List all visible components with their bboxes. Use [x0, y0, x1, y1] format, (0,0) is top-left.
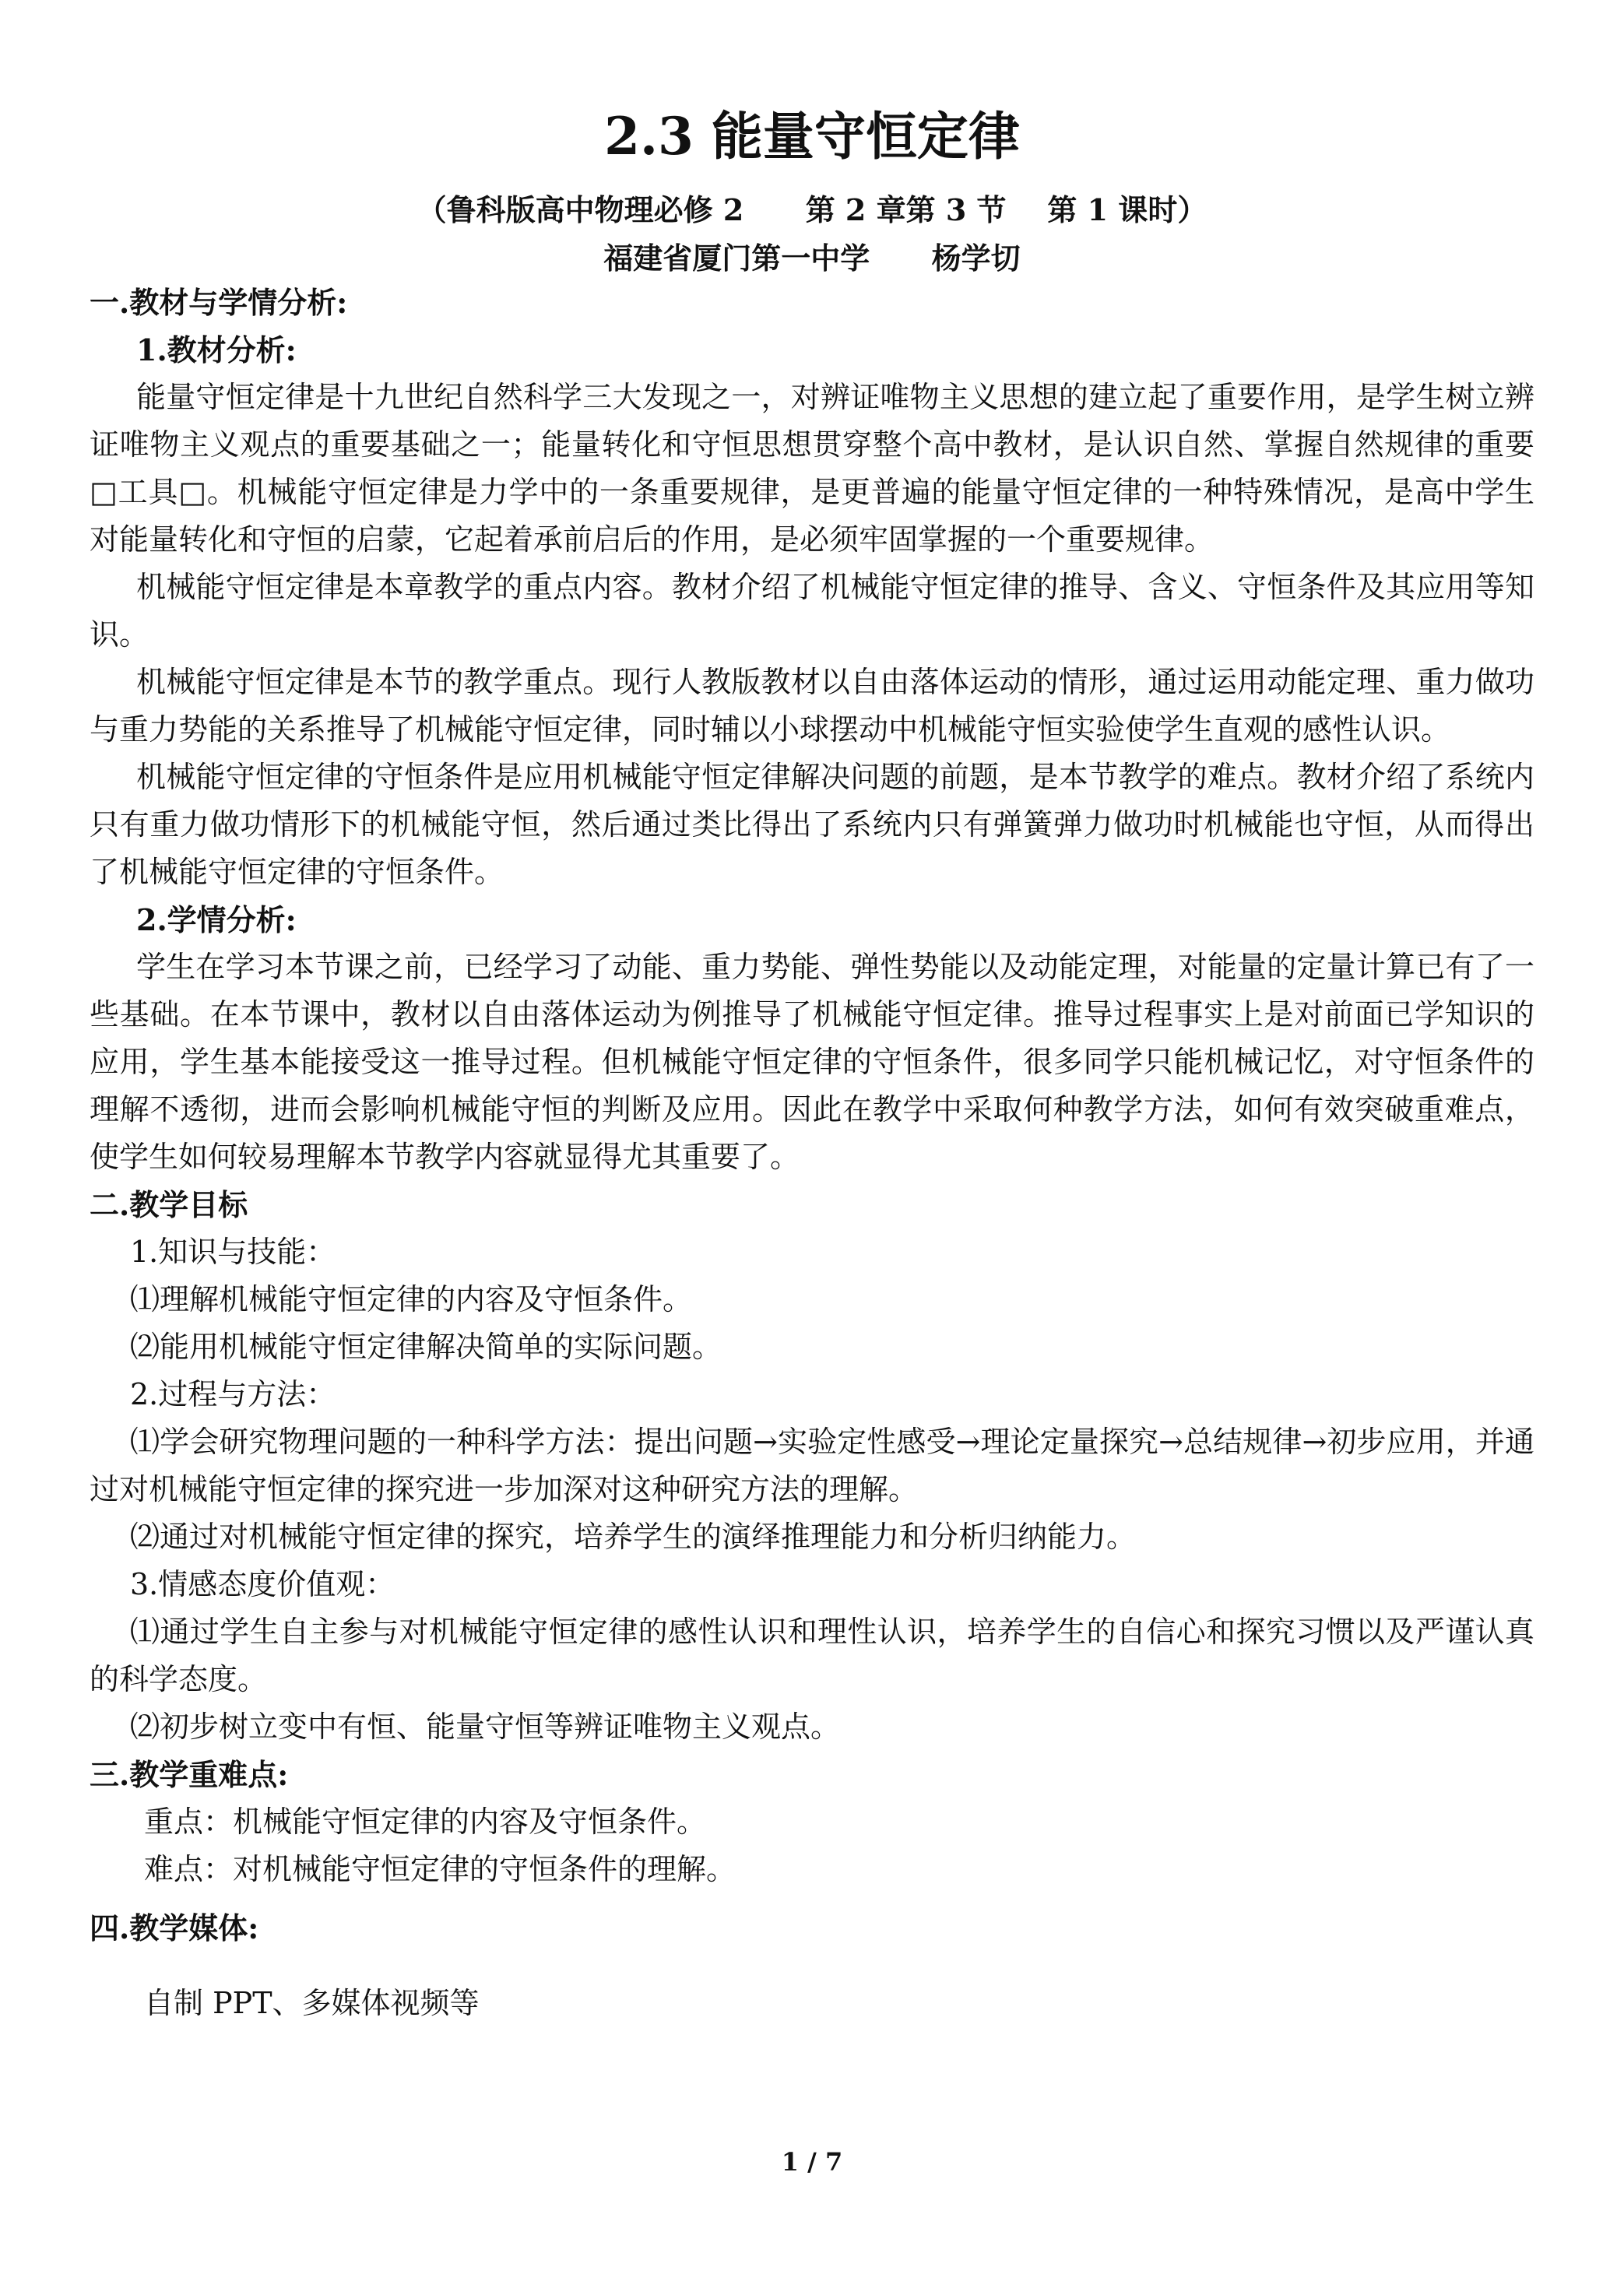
section-heading-media: 四.教学媒体:: [90, 1910, 259, 1945]
objective-item: ⑵能用机械能守恒定律解决简单的实际问题。: [130, 1330, 722, 1364]
subsection-heading-student: 2.学情分析:: [136, 902, 297, 937]
objective-item: ⑵初步树立变中有恒、能量守恒等辨证唯物主义观点。: [130, 1710, 841, 1744]
objective-group-heading: 3.情感态度价值观：: [130, 1567, 395, 1601]
section-heading-key-points: 三.教学重难点:: [90, 1757, 289, 1792]
paragraph: 机械能守恒定律是本节的教学重点。现行人教版教材以自由落体运动的情形，通过运用动能定理、重力做功与重力势能的关系推导了机械能守恒定律，同时辅以小球摆动中机械能守恒实验使学生直观的感性认识。: [90, 665, 1534, 747]
paragraph: 机械能守恒定律是本章教学的重点内容。教材介绍了机械能守恒定律的推导、含义、守恒条件及其应用等知识。: [90, 570, 1534, 652]
page-number: 1 / 7: [781, 2147, 843, 2177]
document-title: 2.3 能量守恒定律: [604, 106, 1020, 167]
objective-item: ⑵通过对机械能守恒定律的探究，培养学生的演绎推理能力和分析归纳能力。: [130, 1520, 1137, 1554]
paragraph: 机械能守恒定律的守恒条件是应用机械能守恒定律解决问题的前题，是本节教学的难点。教材介绍了系统内只有重力做功情形下的机械能守恒，然后通过类比得出了系统内只有弹簧弹力做功时机械能也守恒，从而得出了机械能守恒定律的守恒条件。: [90, 760, 1534, 889]
difficult-point: 难点：对机械能守恒定律的守恒条件的理解。: [144, 1852, 736, 1886]
objective-item: ⑴理解机械能守恒定律的内容及守恒条件。: [130, 1282, 693, 1316]
media-text: 自制 PPT、多媒体视频等: [144, 1986, 480, 2020]
document-subtitle: （鲁科版高中物理必修 2 第 2 章第 3 节 第 1 课时）: [417, 192, 1207, 227]
objective-item: ⑴通过学生自主参与对机械能守恒定律的感性认识和理性认识，培养学生的自信心和探究习惯以及严谨认真的科学态度。: [90, 1615, 1534, 1696]
key-point: 重点：机械能守恒定律的内容及守恒条件。: [144, 1805, 707, 1839]
objective-group-heading: 1.知识与技能：: [130, 1235, 336, 1269]
objective-item: ⑴学会研究物理问题的一种科学方法：提出问题→实验定性感受→理论定量探究→总结规律→初步应用，并通过对机械能守恒定律的探究进一步加深对这种研究方法的理解。: [90, 1425, 1534, 1506]
objective-group-heading: 2.过程与方法：: [130, 1377, 336, 1411]
paragraph: 能量守恒定律是十九世纪自然科学三大发现之一，对辨证唯物主义思想的建立起了重要作用，是学生树立辨证唯物主义观点的重要基础之一；能量转化和守恒思想贯穿整个高中教材，是认识自然、掌握自然规律的重要□工具□。机械能守恒定律是力学中的一条重要规律，是更普遍的能量守恒定律的一种特殊情况，是高中学生对能量转化和守恒的启蒙，它起着承前启后的作用，是必须牢固掌握的一个重要规律。: [90, 380, 1534, 557]
section-heading-analysis: 一.教材与学情分析:: [90, 285, 348, 320]
subsection-heading-textbook: 1.教材分析:: [136, 332, 297, 367]
paragraph: 学生在学习本节课之前，已经学习了动能、重力势能、弹性势能以及动能定理，对能量的定量计算已有了一些基础。在本节课中，教材以自由落体运动为例推导了机械能守恒定律。推导过程事实上是对前面已学知识的应用，学生基本能接受这一推导过程。但机械能守恒定律的守恒条件，很多同学只能机械记忆，对守恒条件的理解不透彻，进而会影响机械能守恒的判断及应用。因此在教学中采取何种教学方法，如何有效突破重难点，使学生如何较易理解本节教学内容就显得尤其重要了。: [90, 950, 1534, 1174]
author-line: 福建省厦门第一中学 杨学切: [603, 241, 1021, 276]
section-heading-objectives: 二.教学目标: [90, 1187, 248, 1222]
document-body: [90, 279, 1534, 2027]
